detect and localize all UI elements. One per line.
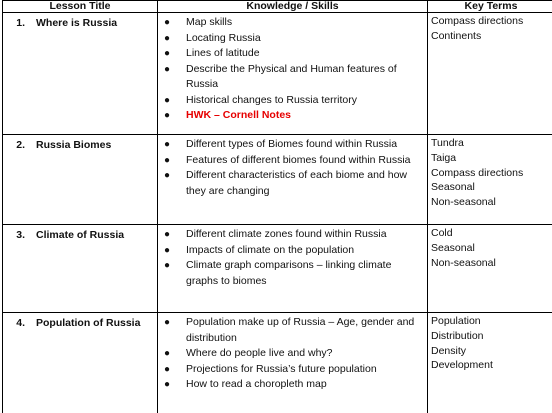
skill-text: Map skills [186,16,233,28]
skill-text: Impacts of climate on the population [186,243,355,256]
skill-text: Population make up of Russia – Age, gender and distribution [186,316,415,344]
key-terms-cell [428,313,552,413]
key-term: Density [431,344,467,357]
list-item [158,137,427,153]
bullet-icon: ● [164,139,171,150]
skills-list [158,225,427,289]
skills-list [158,313,427,393]
key-term: Non-seasonal [431,256,496,269]
list-item [158,362,427,378]
header-lesson-title: Lesson Title [3,1,158,13]
lesson-title-cell [3,135,158,225]
key-terms-cell [428,225,552,313]
lesson-title: Climate of Russia [36,229,125,241]
table-row [3,13,552,135]
list-item [158,227,427,243]
lesson-number: 4. [16,317,25,329]
list-item [158,62,427,93]
bullet-icon: ● [164,154,171,166]
list-item [158,168,427,199]
key-term: Non-seasonal [431,196,496,209]
key-terms-list [428,225,552,270]
skill-text: Historical changes to Russia territory [186,93,357,106]
key-terms-cell [428,135,552,225]
skills-cell [158,135,428,225]
lesson-title: Russia Biomes [36,139,112,151]
list-item [158,15,427,31]
key-terms-cell [428,13,552,135]
skill-text: Describe the Physical and Human features of Russia [186,62,397,90]
skill-text: Different characteristics of each biome and how they are changing [186,169,408,197]
table-row [3,225,552,313]
table-row [3,135,552,225]
key-term: Distribution [431,329,484,342]
skill-text: How to read a choropleth map [186,378,327,390]
bullet-icon: ● [164,379,171,390]
bullet-icon: ● [164,348,171,359]
header-knowledge-skills: Knowledge / Skills [158,1,428,13]
list-item [158,377,427,393]
key-term: Population [431,315,481,327]
list-item [158,93,427,109]
lesson-number: 2. [16,139,25,151]
skill-text: Different types of Biomes found within Russia [186,138,398,150]
list-item [158,46,427,62]
key-term: Development [431,359,493,372]
key-term: Compass directions [431,166,524,179]
bullet-icon: ● [164,229,171,240]
lesson-number: 3. [16,229,25,241]
key-terms-list [428,313,552,373]
key-term: Seasonal [431,241,475,254]
bullet-icon: ● [164,244,171,256]
lesson-title-cell [3,13,158,135]
skills-cell [158,13,428,135]
skills-list [158,135,427,199]
skill-text: Locating Russia [186,31,261,44]
bullet-icon: ● [164,48,171,59]
lesson-title: Population of Russia [36,317,141,329]
bullet-icon: ● [164,260,171,271]
bullet-icon: ● [164,17,171,28]
bullet-icon: ● [164,363,171,375]
bullet-icon: ● [164,63,171,75]
bullet-icon: ● [164,110,171,121]
list-item [158,315,427,346]
lesson-title-cell [3,313,158,413]
skills-cell [158,225,428,313]
skill-text: Where do people live and why? [186,347,333,359]
list-item [158,153,427,169]
skill-text: Climate graph comparisons – linking climate graphs to biomes [186,259,392,287]
key-term: Continents [431,29,482,42]
homework-item [158,108,427,124]
lesson-number: 1. [16,17,25,29]
header-key-terms: Key Terms [428,1,552,13]
list-item [158,258,427,289]
bullet-icon: ● [164,94,171,106]
skill-text: Lines of latitude [186,47,260,59]
skills-cell [158,313,428,413]
key-term: Cold [431,227,453,239]
key-terms-list [428,13,552,44]
key-terms-list [428,135,552,210]
bullet-icon: ● [164,32,171,44]
table-row [3,313,552,413]
list-item [158,31,427,47]
skills-list [158,13,427,124]
homework-text: HWK – Cornell Notes [186,109,292,121]
lesson-plan-table [2,0,552,413]
bullet-icon: ● [164,317,171,328]
skill-text: Features of different biomes found within Russia [186,153,411,166]
key-term: Taiga [431,151,457,164]
bullet-icon: ● [164,170,171,181]
skill-text: Different climate zones found within Russia [186,228,387,240]
key-term: Seasonal [431,181,475,194]
lesson-title: Where is Russia [36,17,118,29]
list-item [158,346,427,362]
list-item [158,243,427,259]
key-term: Compass directions [431,15,524,27]
lesson-title-cell [3,225,158,313]
skill-text: Projections for Russia’s future population [186,362,377,375]
header-row [3,1,552,13]
key-term: Tundra [431,137,464,149]
